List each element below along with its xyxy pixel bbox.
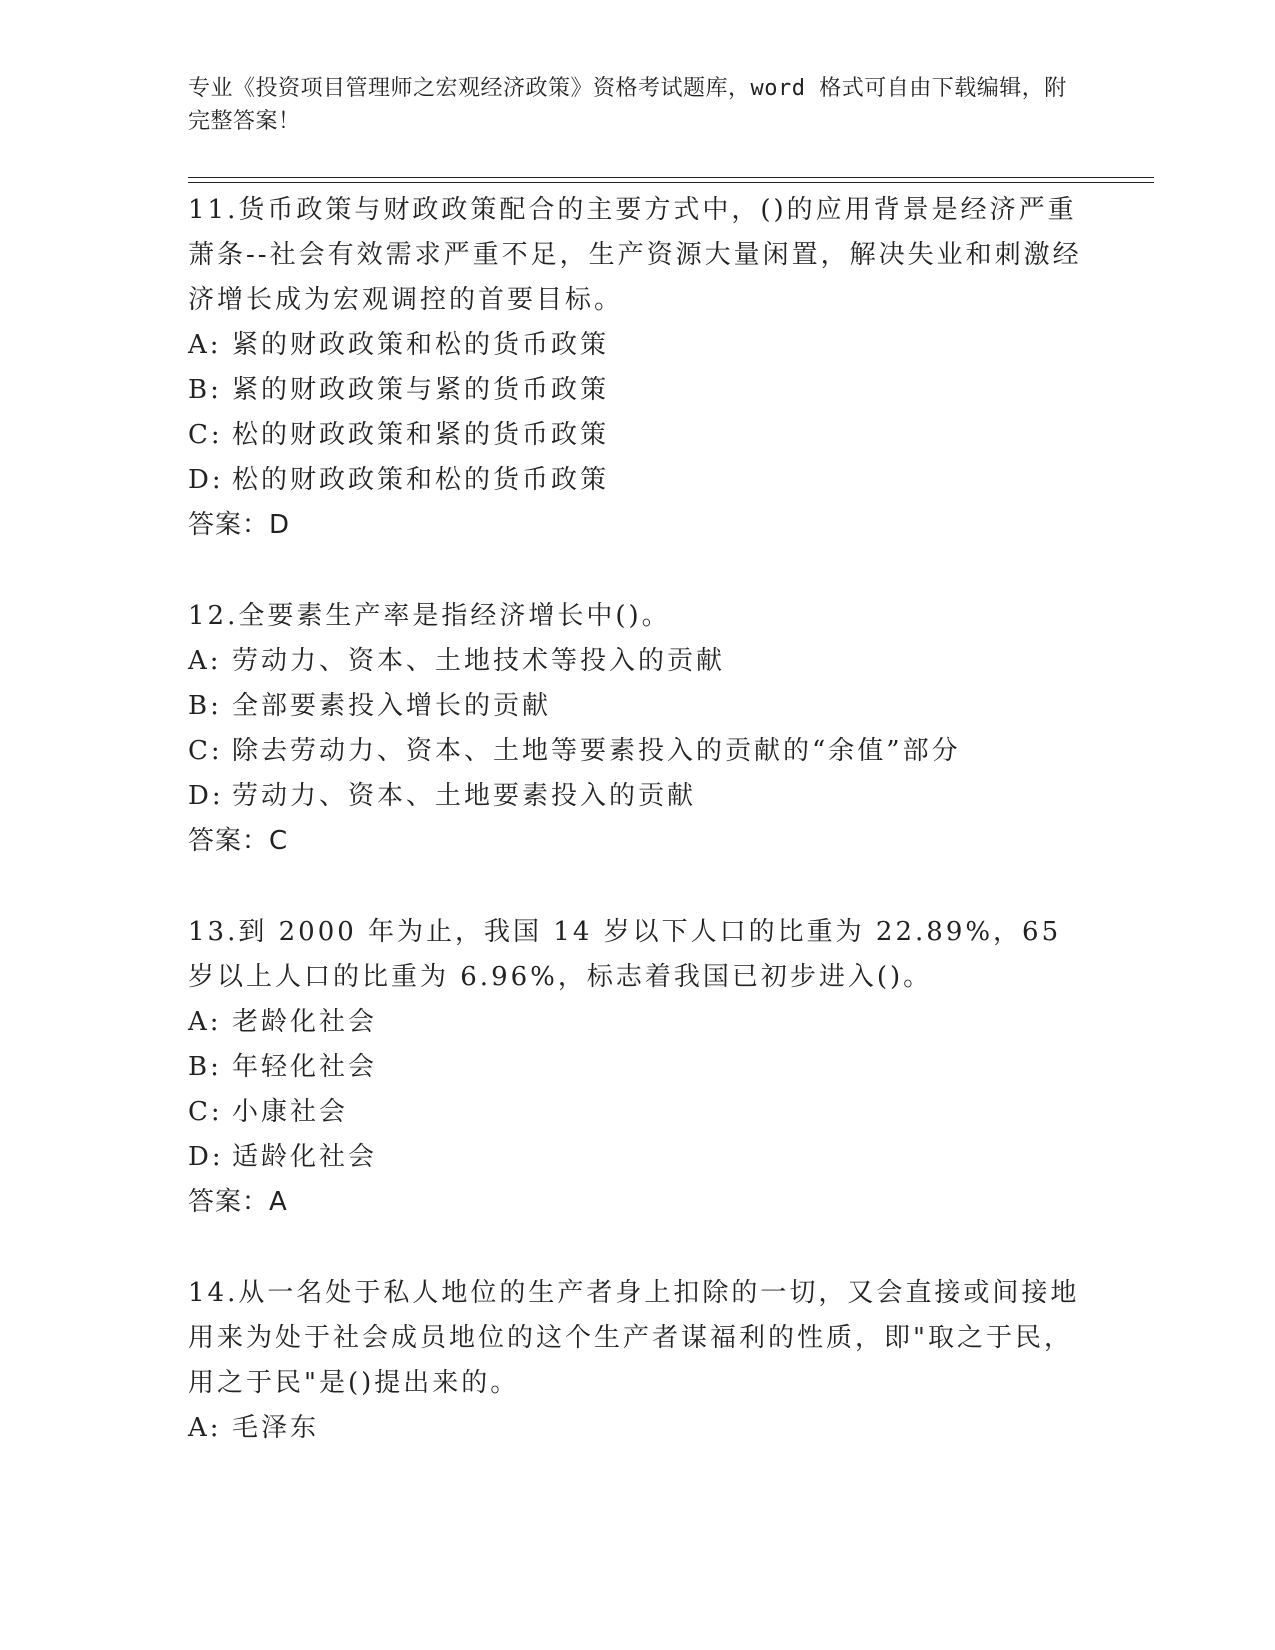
option-c xyxy=(188,729,1088,774)
option-text: 紧的财政政策和松的货币政策 xyxy=(232,330,610,360)
question-item xyxy=(188,594,1088,864)
question-text: 13.到 2000 年为止，我国 14 岁以下人口的比重为 22.89%，65 岁以上人口的比重为 6.96%，标志着我国已初步进入()。 xyxy=(188,917,1062,992)
option-d xyxy=(188,774,1088,819)
question-item xyxy=(188,910,1088,1225)
option-letter: C: xyxy=(188,420,223,450)
option-text: 毛泽东 xyxy=(232,1413,320,1443)
option-text: 除去劳动力、资本、土地等要素投入的贡献的“余值”部分 xyxy=(232,736,961,766)
option-d xyxy=(188,1135,1088,1180)
option-text: 适龄化社会 xyxy=(232,1142,378,1172)
header-divider-bottom xyxy=(188,182,1154,183)
option-text: 全部要素投入增长的贡献 xyxy=(232,691,552,721)
answer-line: 答案：A xyxy=(188,1187,288,1217)
option-letter: A: xyxy=(188,646,222,676)
answer-line: 答案：C xyxy=(188,826,289,856)
option-text: 老龄化社会 xyxy=(232,1007,378,1037)
question-item xyxy=(188,188,1088,548)
option-letter: C: xyxy=(188,736,223,766)
option-letter: B: xyxy=(188,375,222,405)
option-text: 劳动力、资本、土地技术等投入的贡献 xyxy=(232,646,726,676)
option-b xyxy=(188,684,1088,729)
question-text: 12.全要素生产率是指经济增长中()。 xyxy=(188,601,671,631)
option-c xyxy=(188,413,1088,458)
option-b xyxy=(188,1045,1088,1090)
option-letter: B: xyxy=(188,691,222,721)
option-d xyxy=(188,458,1088,503)
question-text: 14.从一名处于私人地位的生产者身上扣除的一切，又会直接或间接地用来为处于社会成员地位的这个生产者谋福利的性质，即"取之于民，用之于民"是()提出来的。 xyxy=(188,1278,1080,1398)
option-letter: A: xyxy=(188,1007,222,1037)
option-letter: A: xyxy=(188,1413,222,1443)
option-text: 紧的财政政策与紧的货币政策 xyxy=(232,375,610,405)
option-b xyxy=(188,368,1088,413)
question-item xyxy=(188,1271,1088,1451)
option-a xyxy=(188,1406,1088,1451)
option-a xyxy=(188,639,1088,684)
option-letter: B: xyxy=(188,1052,222,1082)
header-divider-top xyxy=(188,177,1154,178)
option-text: 松的财政政策和松的货币政策 xyxy=(232,465,610,495)
option-a xyxy=(188,1000,1088,1045)
option-letter: D: xyxy=(188,465,224,495)
question-list xyxy=(188,188,1088,1497)
option-letter: C: xyxy=(188,1097,223,1127)
option-letter: A: xyxy=(188,330,222,360)
document-header: 专业《投资项目管理师之宏观经济政策》资格考试题库，word 格式可自由下载编辑，附完整答案！ xyxy=(188,76,1067,134)
option-a xyxy=(188,323,1088,368)
option-letter: D: xyxy=(188,781,224,811)
option-text: 松的财政政策和紧的货币政策 xyxy=(232,420,610,450)
option-text: 劳动力、资本、土地要素投入的贡献 xyxy=(232,781,697,811)
answer-line: 答案：D xyxy=(188,510,291,540)
option-text: 小康社会 xyxy=(232,1097,349,1127)
option-text: 年轻化社会 xyxy=(232,1052,378,1082)
option-c xyxy=(188,1090,1088,1135)
option-letter: D: xyxy=(188,1142,224,1172)
question-text: 11.货币政策与财政政策配合的主要方式中，()的应用背景是经济严重萧条--社会有效需求严重不足，生产资源大量闲置，解决失业和刺激经济增长成为宏观调控的首要目标。 xyxy=(188,195,1082,315)
